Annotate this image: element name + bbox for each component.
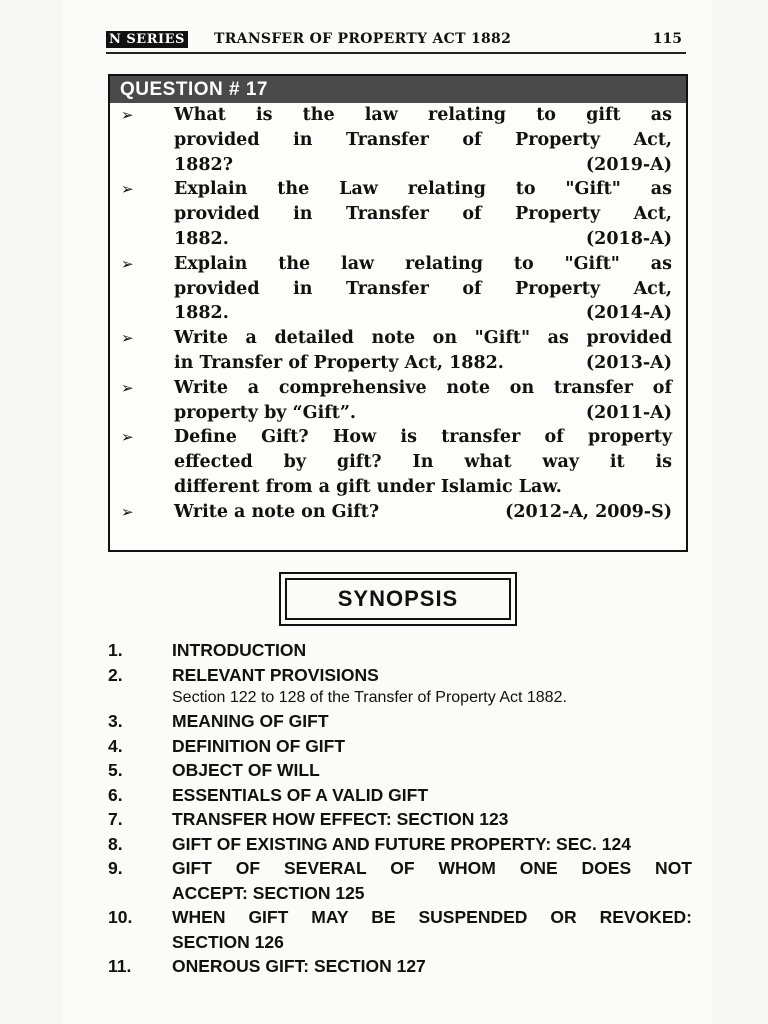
bullet-arrow-icon: ➢ xyxy=(121,428,134,447)
question-text: different from a gift under Islamic Law. xyxy=(174,476,562,497)
question-line: Explain the Law relating to "Gift" as xyxy=(174,179,672,200)
question-line-last xyxy=(174,227,672,252)
question-line-last xyxy=(174,500,672,525)
synopsis-item xyxy=(108,663,692,688)
synopsis-item xyxy=(108,758,692,783)
synopsis-text: SECTION 126 xyxy=(172,931,284,952)
question-item xyxy=(110,425,686,499)
question-item xyxy=(110,177,686,251)
synopsis-text: ONEROUS GIFT: SECTION 127 xyxy=(172,956,426,976)
synopsis-number: 1. xyxy=(108,640,123,660)
question-line-last xyxy=(174,301,672,326)
running-title: TRANSFER OF PROPERTY ACT 1882 xyxy=(214,31,512,47)
synopsis-item xyxy=(108,638,692,663)
question-text: 1882? xyxy=(174,154,233,175)
series-tag: N SERIES xyxy=(106,31,188,48)
question-line: provided in Transfer of Property Act, xyxy=(174,278,672,299)
question-heading: QUESTION # 17 xyxy=(110,76,686,103)
question-line-last xyxy=(174,351,672,376)
synopsis-item xyxy=(108,954,692,979)
question-line: Write a detailed note on "Gift" as provided xyxy=(174,328,672,349)
synopsis-text: ACCEPT: SECTION 125 xyxy=(172,882,365,903)
question-line: Explain the law relating to "Gift" as xyxy=(174,253,672,274)
synopsis-item xyxy=(108,709,692,734)
synopsis-number: 10. xyxy=(108,907,133,927)
synopsis-item xyxy=(108,856,692,905)
synopsis-text: GIFT OF SEVERAL OF WHOM ONE DOES NOT xyxy=(172,858,692,878)
question-item xyxy=(110,500,686,525)
question-line: Write a comprehensive note on transfer of xyxy=(174,377,672,398)
synopsis-text: DEFINITION OF GIFT xyxy=(172,735,346,756)
synopsis-text: GIFT OF EXISTING AND FUTURE PROPERTY: SEC. 124 xyxy=(172,833,631,854)
synopsis-text: MEANING OF GIFT xyxy=(172,711,329,731)
exam-year: (2018-A) xyxy=(585,228,672,249)
synopsis-text: INTRODUCTION xyxy=(172,640,307,660)
synopsis-number: 9. xyxy=(108,858,123,878)
synopsis-number: 7. xyxy=(108,809,123,829)
bullet-arrow-icon: ➢ xyxy=(121,180,134,199)
question-line: provided in Transfer of Property Act, xyxy=(174,129,672,150)
synopsis-list xyxy=(108,638,692,979)
question-line: What is the law relating to gift as xyxy=(174,105,672,125)
synopsis-heading: SYNOPSIS xyxy=(285,578,511,620)
bullet-arrow-icon: ➢ xyxy=(121,106,134,124)
synopsis-number: 3. xyxy=(108,711,123,731)
running-header xyxy=(106,28,686,54)
synopsis-number: 4. xyxy=(108,735,123,756)
exam-year: (2011-A) xyxy=(585,402,672,423)
question-text: property by “Gift”. xyxy=(174,402,356,423)
bullet-arrow-icon: ➢ xyxy=(121,502,134,521)
synopsis-subtext: Section 122 to 128 of the Transfer of Property Act 1882. xyxy=(172,689,567,706)
synopsis-text: WHEN GIFT MAY BE SUSPENDED OR REVOKED: xyxy=(172,907,692,927)
synopsis-text: OBJECT OF WILL xyxy=(172,760,320,780)
synopsis-item xyxy=(108,734,692,759)
bullet-arrow-icon: ➢ xyxy=(121,254,134,273)
question-item xyxy=(110,326,686,376)
question-list xyxy=(110,103,686,525)
question-line-last xyxy=(174,475,672,500)
synopsis-frame xyxy=(279,572,517,626)
question-text: in Transfer of Property Act, 1882. xyxy=(174,352,504,373)
exam-year: (2012-A, 2009-S) xyxy=(505,501,672,522)
synopsis-item xyxy=(108,832,692,857)
synopsis-number: 5. xyxy=(108,760,123,780)
synopsis-number: 2. xyxy=(108,664,123,685)
question-text: Write a note on Gift? xyxy=(174,501,380,522)
synopsis-number: 8. xyxy=(108,833,123,854)
question-line-last xyxy=(174,401,672,426)
bullet-arrow-icon: ➢ xyxy=(121,329,134,348)
synopsis-text: RELEVANT PROVISIONS xyxy=(172,664,379,685)
exam-year: (2013-A) xyxy=(585,352,672,373)
exam-year: (2019-A) xyxy=(585,154,672,175)
question-line: effected by gift? In what way it is xyxy=(174,452,672,473)
synopsis-number: 11. xyxy=(108,956,132,976)
page-number: 115 xyxy=(652,31,682,47)
question-line: Define Gift? How is transfer of property xyxy=(174,427,672,448)
bullet-arrow-icon: ➢ xyxy=(121,378,134,397)
exam-year: (2014-A) xyxy=(585,303,672,324)
question-text: 1882. xyxy=(174,228,229,249)
question-line-last xyxy=(174,153,672,178)
synopsis-item xyxy=(108,783,692,808)
question-text: 1882. xyxy=(174,303,229,324)
question-box xyxy=(108,74,688,552)
synopsis-number: 6. xyxy=(108,784,123,805)
synopsis-item xyxy=(108,807,692,832)
question-line: provided in Transfer of Property Act, xyxy=(174,204,672,225)
synopsis-text: ESSENTIALS OF A VALID GIFT xyxy=(172,784,429,805)
synopsis-item xyxy=(108,905,692,954)
question-item xyxy=(110,376,686,426)
question-item xyxy=(110,103,686,177)
question-item xyxy=(110,252,686,326)
synopsis-text: TRANSFER HOW EFFECT: SECTION 123 xyxy=(172,809,509,829)
